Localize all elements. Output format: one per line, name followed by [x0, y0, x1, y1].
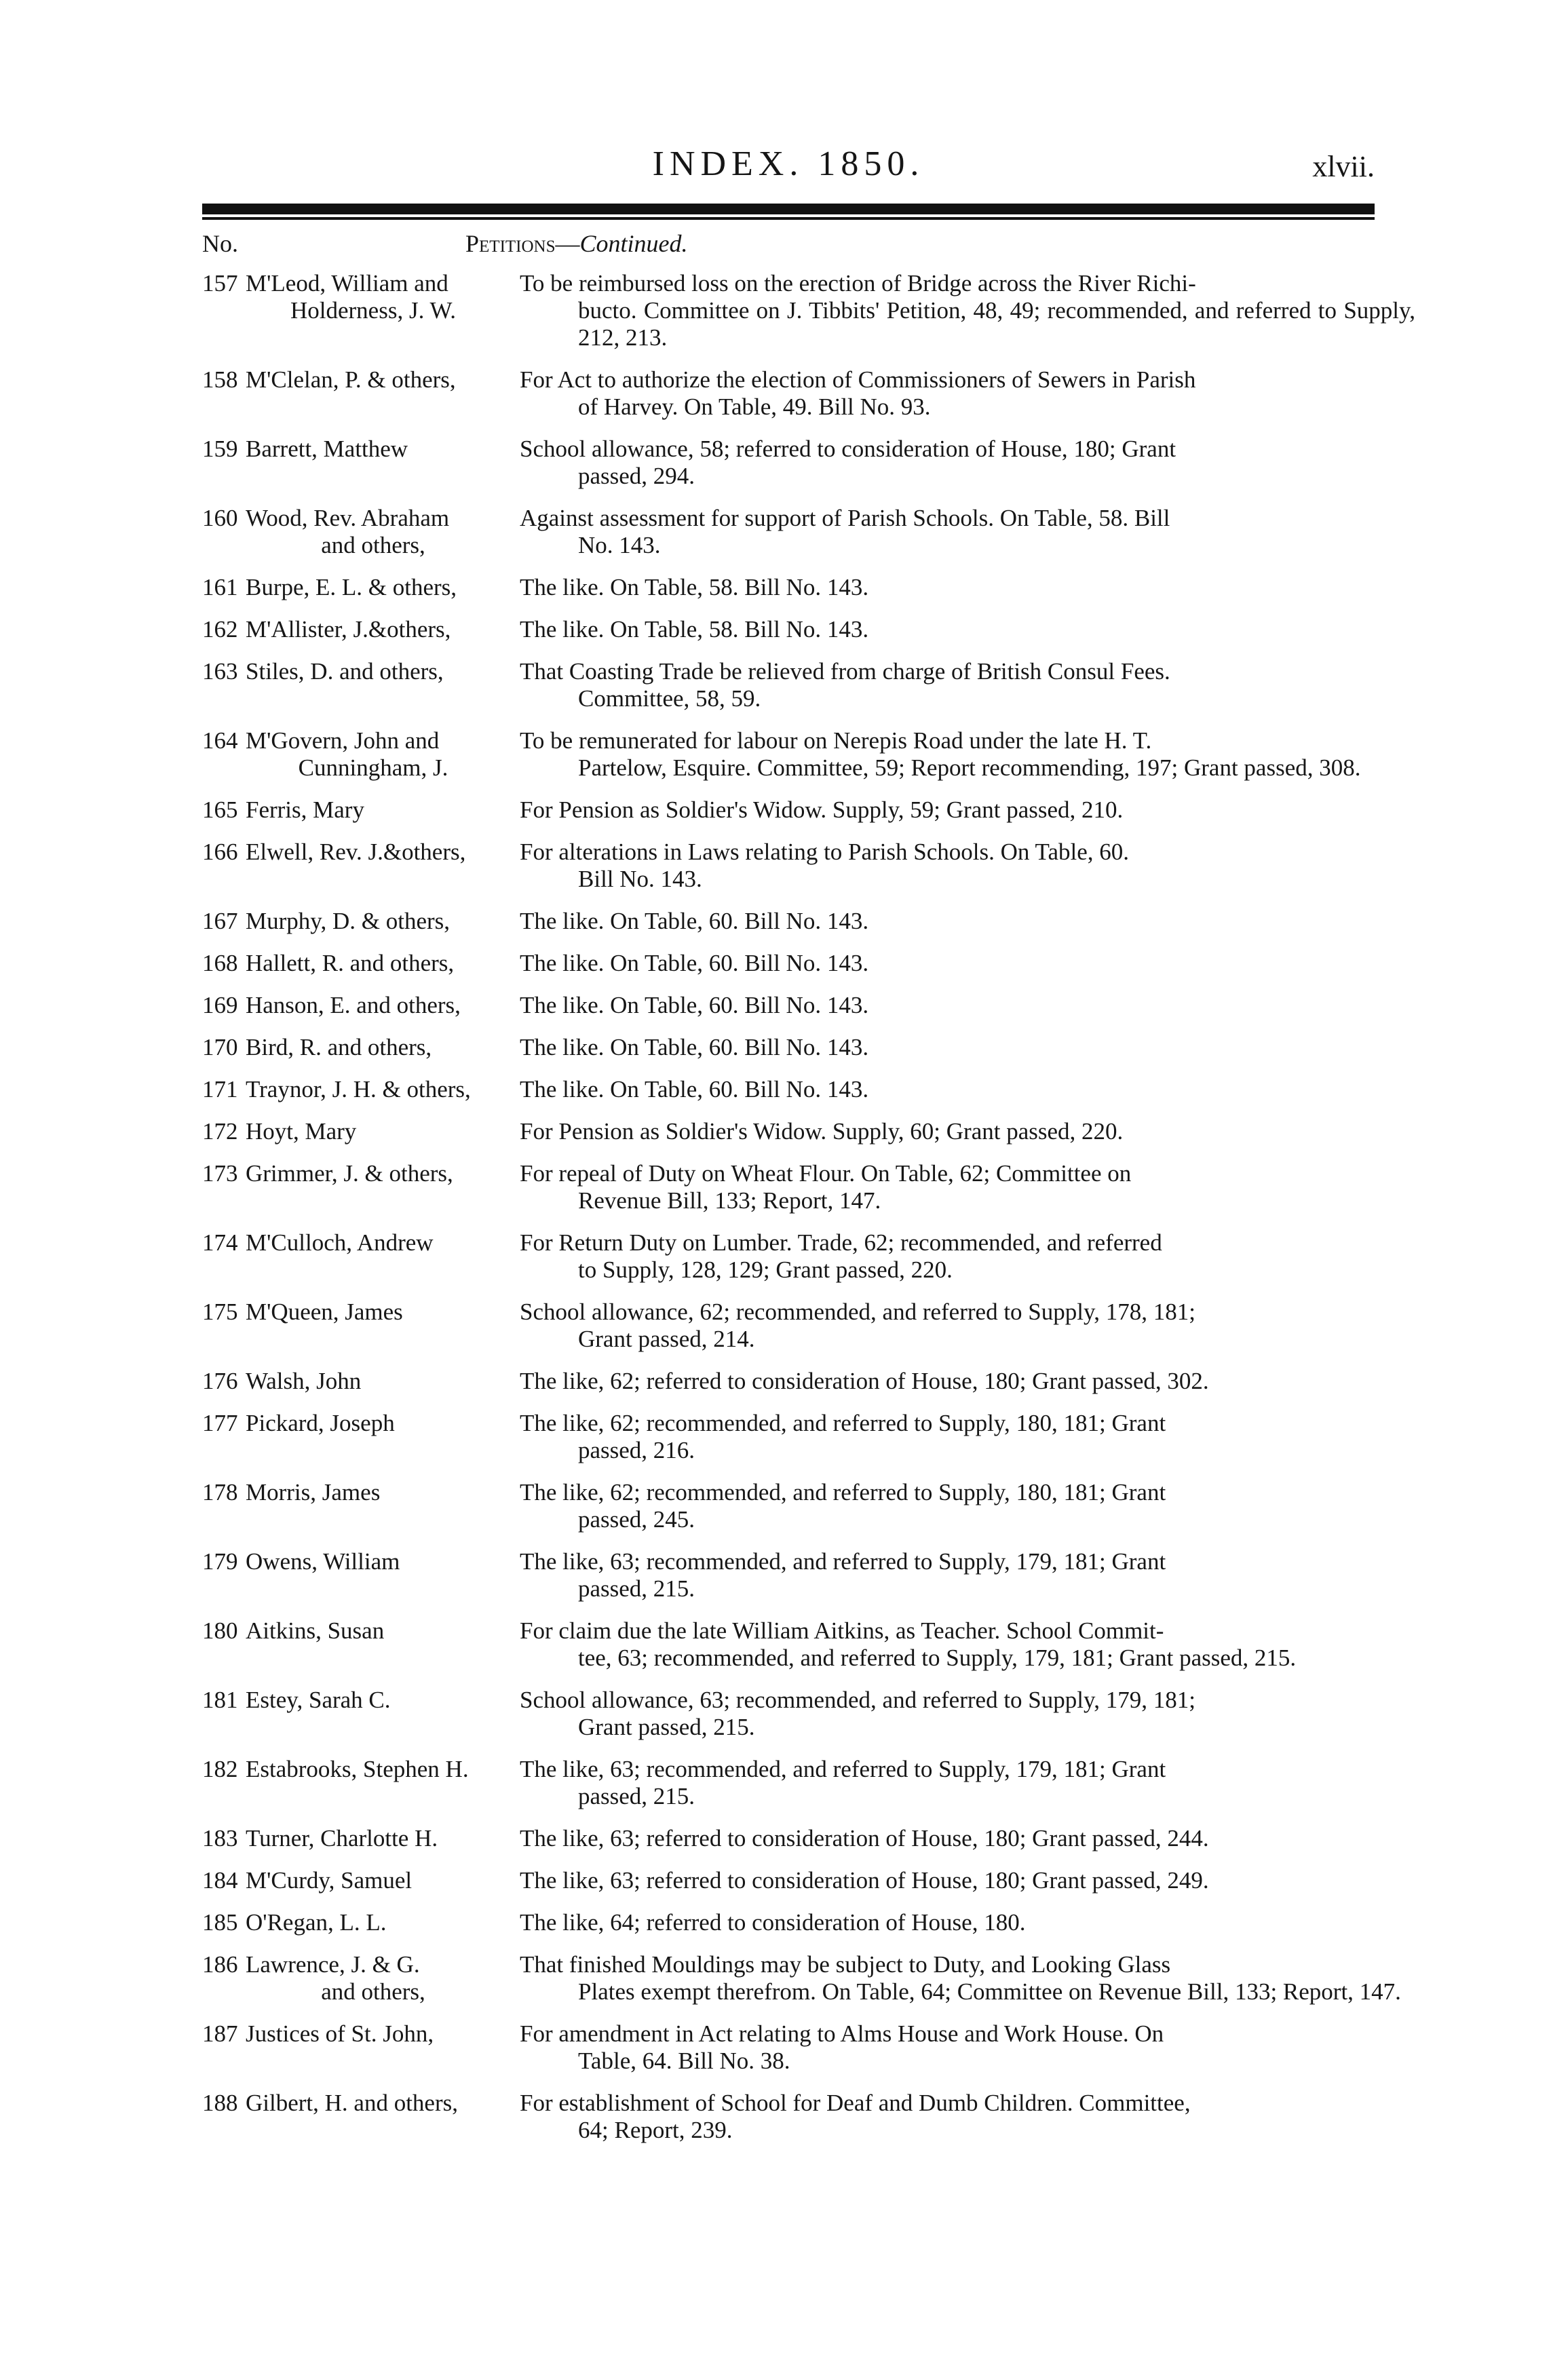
petition-description: [520, 1299, 1415, 1353]
entry-number: 168: [202, 950, 238, 976]
petitioner-name-line1: Murphy, D. & others,: [246, 908, 451, 934]
entry-number: 157: [202, 270, 238, 296]
petition-description-line1: The like. On Table, 60. Bill No. 143.: [520, 950, 869, 976]
petition-description-line1: For Pension as Soldier's Widow. Supply, 59; Grant passed, 210.: [520, 796, 1124, 823]
section-label: Petitions—: [465, 230, 580, 257]
petition-entry: [202, 1034, 1375, 1061]
petition-entry: [202, 436, 1375, 490]
petition-entry: [202, 1368, 1375, 1395]
petition-description-line1: To be remunerated for labour on Nerepis Road under the late H. T.: [520, 727, 1152, 754]
petition-description: [520, 1548, 1415, 1602]
petition-description-line1: For establishment of School for Deaf and Dumb Children. Committee,: [520, 2090, 1191, 2116]
petition-description-line1: The like. On Table, 60. Bill No. 143.: [520, 1034, 869, 1060]
petition-description: [520, 1825, 1415, 1852]
header-rule-thick: [202, 204, 1375, 214]
petitioner-name: [243, 366, 520, 421]
petition-description-line1: That Coasting Trade be relieved from charge of British Consul Fees.: [520, 658, 1170, 685]
petitioner-name-line1: Walsh, John: [246, 1368, 362, 1394]
petition-description: [520, 950, 1415, 977]
petition-description-line1: School allowance, 62; recommended, and referred to Supply, 178, 181;: [520, 1299, 1195, 1325]
petition-entry: [202, 1825, 1375, 1852]
petitioner-name-line1: Stiles, D. and others,: [246, 658, 444, 685]
petition-description-continued: Bill No. 143.: [578, 866, 702, 892]
petitioner-name: [243, 1867, 520, 1894]
petition-description-line1: The like, 63; referred to consideration of House, 180; Grant passed, 244.: [520, 1825, 1209, 1851]
petition-list: [202, 270, 1415, 2159]
petitioner-name-line1: Lawrence, J. & G.: [246, 1951, 420, 1978]
petition-entry: [202, 1548, 1375, 1602]
petition-description-line1: The like, 64; referred to consideration of House, 180.: [520, 1909, 1026, 1936]
petition-description-line1: That finished Mouldings may be subject to Duty, and Looking Glass: [520, 1951, 1171, 1978]
petition-entry: [202, 1076, 1375, 1103]
petition-description-line1: For Return Duty on Lumber. Trade, 62; recommended, and referred: [520, 1229, 1162, 1256]
petition-entry: [202, 616, 1375, 643]
petitioner-name: [243, 1951, 520, 2005]
petition-description-continued: passed, 215.: [578, 1783, 695, 1809]
petitioner-name: [243, 1548, 520, 1602]
petitioner-name: [243, 436, 520, 490]
page-header: [202, 144, 1375, 205]
petitioner-name-line1: M'Queen, James: [246, 1299, 403, 1325]
entry-number: 165: [202, 796, 238, 823]
petitioner-name: [243, 1229, 520, 1284]
petition-entry: [202, 658, 1375, 712]
petition-description: [520, 1687, 1415, 1741]
petitioner-name-line1: O'Regan, L. L.: [246, 1909, 387, 1936]
petitioner-name-line1: Elwell, Rev. J.&others,: [246, 839, 466, 865]
entry-number: 169: [202, 992, 238, 1018]
petition-entry: [202, 1410, 1375, 1464]
entry-number: 188: [202, 2090, 238, 2116]
petition-description-line1: Against assessment for support of Parish Schools. On Table, 58. Bill: [520, 505, 1170, 531]
entry-number: 163: [202, 658, 238, 685]
page-title: INDEX. 1850.: [652, 145, 925, 183]
entry-number: 171: [202, 1076, 238, 1102]
petition-description: [520, 1368, 1415, 1395]
petition-description-continued: Revenue Bill, 133; Report, 147.: [578, 1187, 881, 1214]
petitioner-name-line1: Wood, Rev. Abraham: [246, 505, 450, 531]
petitioner-name: [243, 839, 520, 893]
petitioner-name: [243, 908, 520, 935]
petitioner-name-line2: and others,: [321, 1978, 425, 2005]
petitioner-name-line1: Justices of St. John,: [246, 2020, 434, 2047]
entry-number: 178: [202, 1479, 238, 1505]
petitioner-name-line2: and others,: [321, 532, 425, 558]
petition-description-continued: Grant passed, 214.: [578, 1326, 755, 1352]
petition-description: [520, 658, 1415, 712]
petition-description-continued: Committee, 58, 59.: [578, 685, 761, 712]
petitioner-name-line1: Aitkins, Susan: [246, 1617, 385, 1644]
petitioner-name-line1: M'Leod, William and: [246, 270, 448, 296]
petition-entry: [202, 992, 1375, 1019]
entry-number: 172: [202, 1118, 238, 1145]
petition-entry: [202, 1909, 1375, 1936]
petition-entry: [202, 270, 1415, 351]
entry-number: 175: [202, 1299, 238, 1325]
entry-number: 181: [202, 1687, 238, 1713]
petitioner-name-line1: Traynor, J. H. & others,: [246, 1076, 471, 1102]
petitioner-name: [243, 1368, 520, 1395]
petition-description: [520, 574, 1415, 601]
petition-entry: [202, 1118, 1375, 1145]
petition-entry: [202, 1479, 1375, 1533]
petition-description: [520, 2090, 1415, 2144]
petitioner-name-line1: M'Govern, John and: [246, 727, 440, 754]
petitioner-name: [243, 950, 520, 977]
petition-entry: [202, 2020, 1375, 2075]
entry-number: 179: [202, 1548, 238, 1575]
petition-description-continued: of Harvey. On Table, 49. Bill No. 93.: [578, 394, 931, 420]
petition-description-line1: The like. On Table, 58. Bill No. 143.: [520, 574, 869, 600]
petition-description-line1: School allowance, 63; recommended, and referred to Supply, 179, 181;: [520, 1687, 1195, 1713]
column-no-label: No.: [202, 230, 238, 257]
petition-entry: [202, 1867, 1375, 1894]
petitioner-name-line1: Hoyt, Mary: [246, 1118, 357, 1145]
petition-description-line1: The like. On Table, 60. Bill No. 143.: [520, 1076, 869, 1102]
petitioner-name: [243, 2020, 520, 2075]
petition-description-line1: For Pension as Soldier's Widow. Supply, 60; Grant passed, 220.: [520, 1118, 1124, 1145]
petition-description: [520, 908, 1415, 935]
petitioner-name: [243, 270, 520, 351]
entry-number: 166: [202, 839, 238, 865]
petition-entry: [202, 505, 1375, 559]
petitioner-name-line1: Ferris, Mary: [246, 796, 364, 823]
petition-description: [520, 270, 1415, 351]
petitioner-name-line1: Pickard, Joseph: [246, 1410, 395, 1436]
petition-description-continued: 64; Report, 239.: [578, 2117, 733, 2143]
petitioner-name-line2: Holderness, J. W.: [290, 297, 457, 324]
entry-number: 182: [202, 1756, 238, 1782]
petitioner-name: [243, 1909, 520, 1936]
petitioner-name: [243, 992, 520, 1019]
petition-entry: [202, 1951, 1401, 2005]
petitioner-name: [243, 2090, 520, 2144]
petitioner-name-line1: Burpe, E. L. & others,: [246, 574, 457, 600]
entry-number: 180: [202, 1617, 238, 1644]
petition-entry: [202, 727, 1375, 782]
petitioner-name: [243, 727, 520, 782]
petition-description-line1: To be reimbursed loss on the erection of Bridge across the River Richi-: [520, 270, 1196, 296]
entry-number: 164: [202, 727, 238, 754]
petition-description-line1: The like, 62; referred to consideration of House, 180; Grant passed, 302.: [520, 1368, 1209, 1394]
petition-description-continued: Table, 64. Bill No. 38.: [578, 2048, 790, 2074]
entry-number: 160: [202, 505, 238, 531]
petition-description-line1: For amendment in Act relating to Alms House and Work House. On: [520, 2020, 1164, 2047]
header-rule-thin: [202, 217, 1375, 220]
petitioner-name-line1: Owens, William: [246, 1548, 400, 1575]
entry-number: 187: [202, 2020, 238, 2047]
petition-description-line1: For Act to authorize the election of Commissioners of Sewers in Parish: [520, 366, 1196, 393]
petitioner-name: [243, 1617, 520, 1672]
petitioner-name: [243, 616, 520, 643]
petition-entry: [202, 574, 1375, 601]
petition-description-line1: The like, 63; recommended, and referred to Supply, 179, 181; Grant: [520, 1756, 1166, 1782]
petition-entry: [202, 1229, 1375, 1284]
petition-entry: [202, 1756, 1375, 1810]
petitioner-name-line1: Estey, Sarah C.: [246, 1687, 391, 1713]
entry-number: 184: [202, 1867, 238, 1894]
petitioner-name: [243, 1410, 520, 1464]
petition-description: [520, 727, 1415, 782]
petitioner-name: [243, 1825, 520, 1852]
section-continued: Continued.: [579, 230, 688, 257]
petition-entry: [202, 1687, 1375, 1741]
petition-description-continued: bucto. Committee on J. Tibbits' Petition, 48, 49; recommended, and referred to Supply, 212, 213.: [578, 297, 1415, 351]
petition-description-continued: passed, 245.: [578, 1506, 695, 1533]
petition-description-continued: passed, 215.: [578, 1575, 695, 1602]
petitioner-name: [243, 1076, 520, 1103]
entry-number: 183: [202, 1825, 238, 1851]
entry-number: 173: [202, 1160, 238, 1187]
petition-entry: [202, 796, 1375, 824]
petition-description-line1: The like, 62; recommended, and referred to Supply, 180, 181; Grant: [520, 1410, 1166, 1436]
petition-description-line1: The like. On Table, 60. Bill No. 143.: [520, 992, 869, 1018]
petitioner-name-line1: Hanson, E. and others,: [246, 992, 461, 1018]
petitioner-name: [243, 658, 520, 712]
petitioner-name: [243, 574, 520, 601]
petition-description-line1: For alterations in Laws relating to Parish Schools. On Table, 60.: [520, 839, 1130, 865]
petition-description-line1: School allowance, 58; referred to consideration of House, 180; Grant: [520, 436, 1176, 462]
petition-description: [520, 1909, 1415, 1936]
petitioner-name: [243, 1687, 520, 1741]
petition-description-line1: For repeal of Duty on Wheat Flour. On Table, 62; Committee on: [520, 1160, 1132, 1187]
petition-description-line1: The like, 63; recommended, and referred to Supply, 179, 181; Grant: [520, 1548, 1166, 1575]
petitioner-name-line1: Turner, Charlotte H.: [246, 1825, 438, 1851]
petition-description-line1: The like, 63; referred to consideration of House, 180; Grant passed, 249.: [520, 1867, 1209, 1894]
petition-description: [520, 436, 1415, 490]
petitioner-name-line1: Morris, James: [246, 1479, 381, 1505]
petitioner-name-line1: M'Allister, J.&others,: [246, 616, 451, 642]
petition-entry: [202, 366, 1375, 421]
entry-number: 159: [202, 436, 238, 462]
petitioner-name: [243, 1034, 520, 1061]
entry-number: 177: [202, 1410, 238, 1436]
petition-description: [520, 616, 1415, 643]
petition-description: [520, 505, 1415, 559]
petition-description: [520, 1756, 1415, 1810]
petition-description: [520, 1479, 1415, 1533]
petition-entry: [202, 1160, 1375, 1214]
petitioner-name: [243, 1118, 520, 1145]
petition-description: [520, 2020, 1415, 2075]
petition-description: [520, 1951, 1415, 2005]
entry-number: 167: [202, 908, 238, 934]
petition-description: [520, 796, 1415, 824]
petition-description: [520, 366, 1415, 421]
petitioner-name: [243, 796, 520, 824]
petitioner-name-line1: Bird, R. and others,: [246, 1034, 432, 1060]
petitioner-name: [243, 1479, 520, 1533]
entry-number: 174: [202, 1229, 238, 1256]
petition-description: [520, 1034, 1415, 1061]
petitioner-name-line1: Hallett, R. and others,: [246, 950, 455, 976]
entry-number: 185: [202, 1909, 238, 1936]
petition-description: [520, 1076, 1415, 1103]
petition-description: [520, 1229, 1415, 1284]
petition-description-continued: Grant passed, 215.: [578, 1714, 755, 1740]
petition-description-continued: passed, 216.: [578, 1437, 695, 1463]
petition-description-line1: The like. On Table, 58. Bill No. 143.: [520, 616, 869, 642]
petition-description: [520, 1118, 1415, 1145]
petition-description-continued: No. 143.: [578, 532, 661, 558]
petition-description-line1: For claim due the late William Aitkins, as Teacher. School Commit-: [520, 1617, 1164, 1644]
petition-description-continued: passed, 294.: [578, 463, 695, 489]
petition-description-continued: Partelow, Esquire. Committee, 59; Report recommending, 197; Grant passed, 308.: [578, 754, 1361, 781]
entry-number: 186: [202, 1951, 238, 1978]
entry-number: 162: [202, 616, 238, 642]
petition-description-continued: Plates exempt therefrom. On Table, 64; Committee on Revenue Bill, 133; Report, 147.: [578, 1978, 1401, 2005]
petition-entry: [202, 950, 1375, 977]
petitioner-name: [243, 1756, 520, 1810]
petition-entry: [202, 1617, 1375, 1672]
petitioner-name-line1: Barrett, Matthew: [246, 436, 408, 462]
petition-description: [520, 1867, 1415, 1894]
petition-description: [520, 992, 1415, 1019]
petitioner-name: [243, 1160, 520, 1214]
petition-description: [520, 1160, 1415, 1214]
petitioner-name-line1: Grimmer, J. & others,: [246, 1160, 453, 1187]
page-number: xlvii.: [1312, 150, 1375, 183]
petitioner-name: [243, 1299, 520, 1353]
petition-description-continued: to Supply, 128, 129; Grant passed, 220.: [578, 1256, 953, 1283]
petitioner-name-line1: Estabrooks, Stephen H.: [246, 1756, 469, 1782]
petition-description: [520, 1617, 1415, 1672]
petition-description: [520, 1410, 1415, 1464]
petition-description-continued: tee, 63; recommended, and referred to Supply, 179, 181; Grant passed, 215.: [578, 1645, 1297, 1671]
entry-number: 158: [202, 366, 238, 393]
petition-entry: [202, 839, 1375, 893]
petition-entry: [202, 1299, 1375, 1353]
section-title: [465, 229, 688, 258]
petition-description-line1: The like, 62; recommended, and referred to Supply, 180, 181; Grant: [520, 1479, 1166, 1505]
petition-entry: [202, 2090, 1375, 2144]
petitioner-name-line1: M'Clelan, P. & others,: [246, 366, 456, 393]
petitioner-name-line1: Gilbert, H. and others,: [246, 2090, 458, 2116]
petition-description: [520, 839, 1415, 893]
section-heading: [202, 229, 1375, 263]
petitioner-name: [243, 505, 520, 559]
petition-entry: [202, 908, 1375, 935]
entry-number: 176: [202, 1368, 238, 1394]
petition-description-line1: The like. On Table, 60. Bill No. 143.: [520, 908, 869, 934]
petitioner-name-line1: M'Culloch, Andrew: [246, 1229, 434, 1256]
petitioner-name-line2: Cunningham, J.: [298, 754, 448, 781]
petitioner-name-line1: M'Curdy, Samuel: [246, 1867, 413, 1894]
entry-number: 170: [202, 1034, 238, 1060]
entry-number: 161: [202, 574, 238, 600]
